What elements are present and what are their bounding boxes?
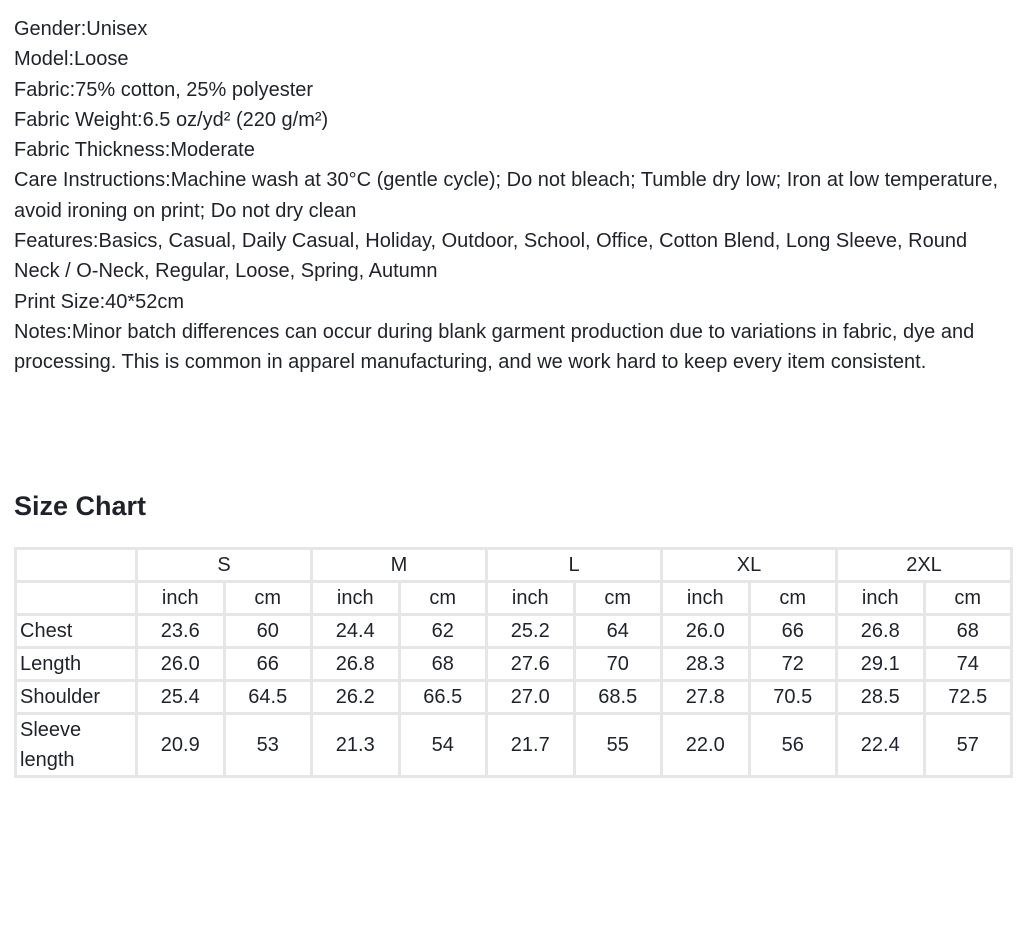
corner-cell <box>16 549 137 582</box>
table-cell: 68 <box>924 615 1012 648</box>
table-cell: 27.0 <box>487 681 575 714</box>
spec-label: Gender: <box>14 18 87 40</box>
unit-inch: inch <box>487 582 575 615</box>
spec-value: 40*52cm <box>105 290 185 313</box>
size-chart-table <box>14 547 1013 778</box>
product-specs <box>14 14 1014 378</box>
table-row-sleeve-length <box>16 714 1012 777</box>
unit-cm: cm <box>399 582 487 615</box>
row-label: Sleeve length <box>16 714 137 777</box>
table-cell: 21.3 <box>312 714 400 777</box>
table-cell: 20.9 <box>137 714 225 777</box>
spec-label: Print Size: <box>14 290 106 313</box>
table-cell: 26.0 <box>662 615 750 648</box>
spec-fabric-thickness <box>14 135 1014 165</box>
table-cell: 29.1 <box>837 648 925 681</box>
spec-notes <box>14 317 1014 378</box>
row-label: Chest <box>16 615 137 648</box>
table-cell: 28.5 <box>837 681 925 714</box>
spec-value: Moderate <box>170 139 255 162</box>
spec-label: Notes: <box>14 320 72 343</box>
table-cell: 26.8 <box>837 615 925 648</box>
spec-label: Fabric Thickness: <box>14 139 171 162</box>
spec-value: Basics, Casual, Daily Casual, Holiday, Outdoor, School, Office, Cotton Blend, Long Sleeve, Round Neck / O-Neck, Regular, Loose, Spring, Autumn <box>14 230 968 283</box>
table-cell: 27.6 <box>487 648 575 681</box>
table-cell: 21.7 <box>487 714 575 777</box>
table-cell: 55 <box>574 714 662 777</box>
size-header-m: M <box>312 549 487 582</box>
table-cell: 66 <box>224 648 312 681</box>
table-cell: 25.2 <box>487 615 575 648</box>
table-cell: 26.2 <box>312 681 400 714</box>
spec-label: Fabric Weight: <box>14 108 143 131</box>
table-cell: 70 <box>574 648 662 681</box>
table-cell: 54 <box>399 714 487 777</box>
row-label: Shoulder <box>16 681 137 714</box>
spec-features <box>14 226 1014 287</box>
spec-value: Loose <box>74 48 129 71</box>
spec-value: 6.5 oz/yd² (220 g/m²) <box>142 108 329 131</box>
table-cell: 66 <box>749 615 837 648</box>
unit-inch: inch <box>837 582 925 615</box>
spec-label: Features: <box>14 230 99 253</box>
spec-fabric-weight <box>14 105 1014 135</box>
table-cell: 64.5 <box>224 681 312 714</box>
table-cell: 64 <box>574 615 662 648</box>
table-cell: 68.5 <box>574 681 662 714</box>
size-chart-heading: Size Chart <box>14 491 147 521</box>
table-row-chest <box>16 615 1012 648</box>
spec-care-instructions <box>14 165 1014 226</box>
spec-label: Care Instructions: <box>14 169 171 192</box>
corner-cell <box>16 582 137 615</box>
table-cell: 56 <box>749 714 837 777</box>
table-cell: 23.6 <box>137 615 225 648</box>
size-header-s: S <box>137 549 312 582</box>
unit-header-row <box>16 582 1012 615</box>
table-cell: 72.5 <box>924 681 1012 714</box>
spec-gender <box>14 14 1014 44</box>
table-cell: 68 <box>399 648 487 681</box>
unit-cm: cm <box>924 582 1012 615</box>
spec-fabric <box>14 75 1014 105</box>
size-header-row <box>16 549 1012 582</box>
spec-print-size <box>14 287 1014 317</box>
size-header-xl: XL <box>662 549 837 582</box>
spec-label: Model: <box>14 48 75 71</box>
table-cell: 27.8 <box>662 681 750 714</box>
unit-cm: cm <box>224 582 312 615</box>
table-cell: 66.5 <box>399 681 487 714</box>
table-cell: 25.4 <box>137 681 225 714</box>
table-cell: 22.0 <box>662 714 750 777</box>
table-cell: 22.4 <box>837 714 925 777</box>
table-cell: 70.5 <box>749 681 837 714</box>
table-cell: 57 <box>924 714 1012 777</box>
table-cell: 62 <box>399 615 487 648</box>
table-cell: 24.4 <box>312 615 400 648</box>
table-cell: 26.8 <box>312 648 400 681</box>
table-cell: 74 <box>924 648 1012 681</box>
table-cell: 28.3 <box>662 648 750 681</box>
table-row-shoulder <box>16 681 1012 714</box>
spec-value: Unisex <box>86 18 148 40</box>
unit-inch: inch <box>662 582 750 615</box>
table-row-length <box>16 648 1012 681</box>
unit-inch: inch <box>137 582 225 615</box>
unit-cm: cm <box>749 582 837 615</box>
table-cell: 26.0 <box>137 648 225 681</box>
table-cell: 53 <box>224 714 312 777</box>
unit-cm: cm <box>574 582 662 615</box>
spec-value: 75% cotton, 25% polyester <box>75 78 314 101</box>
spec-value: Minor batch differences can occur during blank garment production due to variations in fabric, dye and processing. This is common in apparel manufacturing, and we work hard to keep every item consistent. <box>14 320 975 374</box>
spec-model <box>14 44 1014 74</box>
spec-value: Machine wash at 30°C (gentle cycle); Do not bleach; Tumble dry low; Iron at low temperature, avoid ironing on print; Do not dry clean <box>14 169 999 222</box>
row-label: Length <box>16 648 137 681</box>
spec-label: Fabric: <box>14 78 76 101</box>
unit-inch: inch <box>312 582 400 615</box>
table-cell: 60 <box>224 615 312 648</box>
size-header-2xl: 2XL <box>837 549 1012 582</box>
size-header-l: L <box>487 549 662 582</box>
table-cell: 72 <box>749 648 837 681</box>
